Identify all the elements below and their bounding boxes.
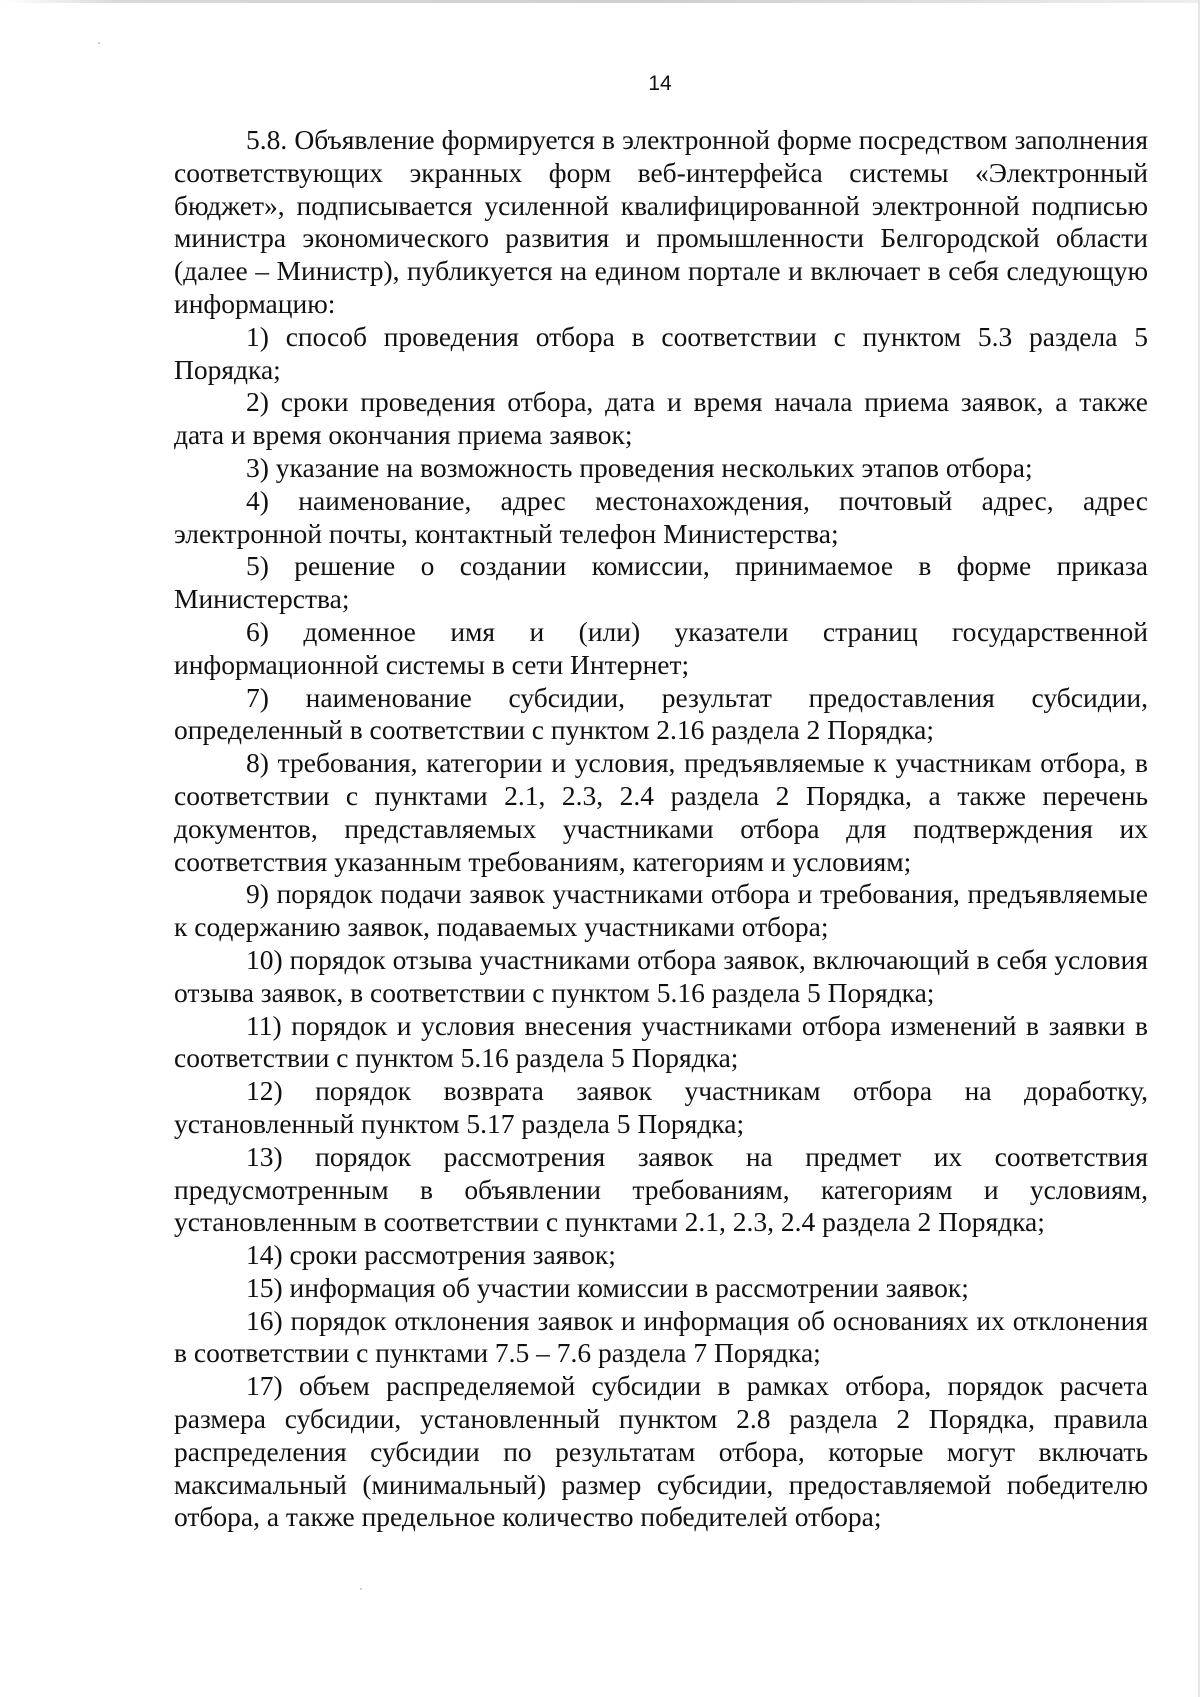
document-body bbox=[174, 124, 1148, 1534]
list-item-3: 3) указание на возможность проведения нескольких этапов отбора; bbox=[246, 451, 1033, 483]
list-item-17: 17) объем распределяемой субсидии в рамках отбора, порядок расчета размера субсидии, установленный пунктом 2.8 раздела 2 Порядка, правила распределения субсидии по результатам отбора, которые могут включать максимальный (минимальный) размер субсидии, предоставляемой победителю отбора, а также предельное количество победителей отбора; bbox=[174, 1370, 1148, 1533]
list-item-9: 9) порядок подачи заявок участниками отбора и требования, предъявляемые к содержанию заявок, подаваемых участниками отбора; bbox=[174, 878, 1148, 943]
page-number: 14 bbox=[648, 72, 672, 95]
scan-edge-top bbox=[0, 0, 1200, 3]
list-item-13: 13) порядок рассмотрения заявок на предмет их соответствия предусмотренным в объявлении требованиям, категориям и условиям, установленным в соответствии с пунктами 2.1, 2.3, 2.4 раздела 2 Порядка; bbox=[174, 1140, 1148, 1238]
list-item-8: 8) требования, категории и условия, предъявляемые к участникам отбора, в соответствии с пунктами 2.1, 2.3, 2.4 раздела 2 Порядка, а также перечень документов, представляемых участниками отбора для подтверждения их соответствия указанным требованиям, категориям и условиям; bbox=[174, 747, 1148, 877]
list-item-11: 11) порядок и условия внесения участниками отбора изменений в заявки в соответствии с пунктом 5.16 раздела 5 Порядка; bbox=[174, 1009, 1148, 1074]
list-item-16: 16) порядок отклонения заявок и информация об основаниях их отклонения в соответствии с пунктами 7.5 – 7.6 раздела 7 Порядка; bbox=[174, 1304, 1148, 1369]
list-item-2: 2) сроки проведения отбора, дата и время начала приема заявок, а также дата и время окончания приема заявок; bbox=[174, 386, 1148, 451]
scan-speck bbox=[360, 1588, 362, 1590]
scan-speck bbox=[98, 42, 100, 44]
list-item-15: 15) информация об участии комиссии в рассмотрении заявок; bbox=[246, 1271, 969, 1303]
list-item-10: 10) порядок отзыва участниками отбора заявок, включающий в себя условия отзыва заявок, в соответствии с пунктом 5.16 раздела 5 Порядка; bbox=[174, 943, 1148, 1008]
list-item-7: 7) наименование субсидии, результат предоставления субсидии, определенный в соответствии с пунктом 2.16 раздела 2 Порядка; bbox=[174, 681, 1148, 746]
list-item-1: 1) способ проведения отбора в соответствии с пунктом 5.3 раздела 5 Порядка; bbox=[174, 320, 1148, 385]
list-item-14: 14) сроки рассмотрения заявок; bbox=[246, 1239, 616, 1271]
paragraph-5-8: 5.8. Объявление формируется в электронной форме посредством заполнения соответствующих экранных форм веб-интерфейса системы «Электронный бюджет», подписывается усиленной квалифицированной электронной подписью министра экономического развития и промышленности Белгородской области (далее – Министр), публикуется на едином портале и включает в себя следующую информацию: bbox=[174, 124, 1148, 319]
list-item-4: 4) наименование, адрес местонахождения, почтовый адрес, адрес электронной почты, контактный телефон Министерства; bbox=[174, 484, 1148, 549]
list-item-6: 6) доменное имя и (или) указатели страниц государственной информационной системы в сети Интернет; bbox=[174, 615, 1148, 680]
list-item-12: 12) порядок возврата заявок участникам отбора на доработку, установленный пунктом 5.17 раздела 5 Порядка; bbox=[174, 1075, 1148, 1139]
list-item-5: 5) решение о создании комиссии, принимаемое в форме приказа Министерства; bbox=[174, 550, 1148, 615]
